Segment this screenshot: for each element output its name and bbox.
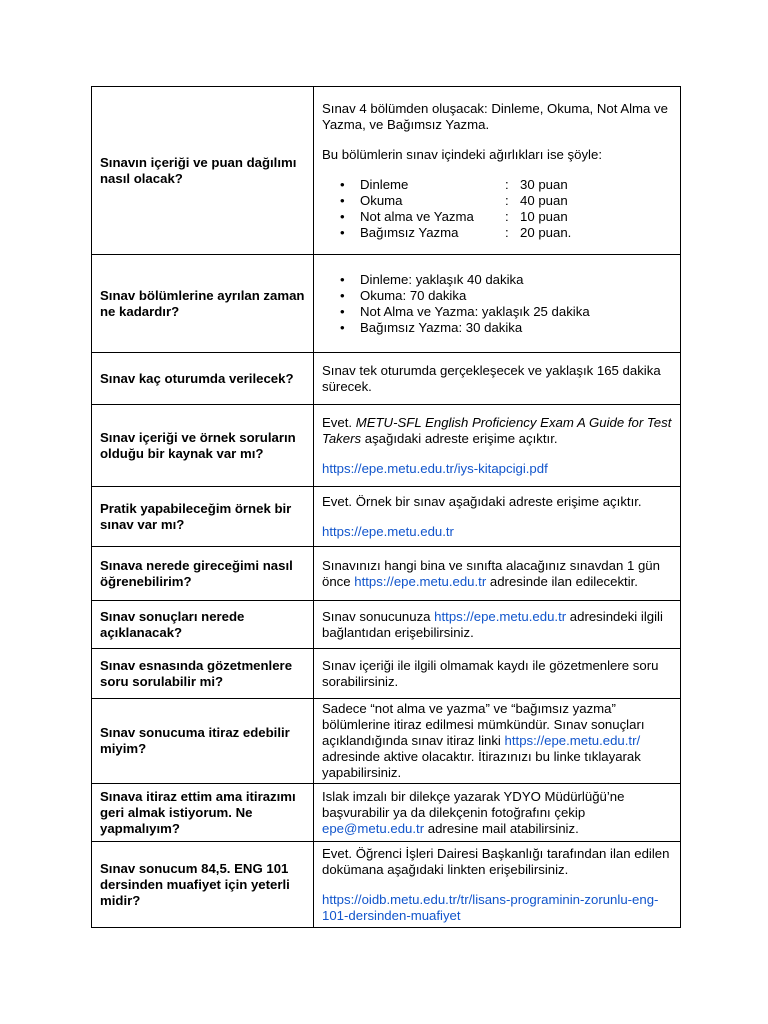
question-cell: Sınav kaç oturumda verilecek? [92, 353, 314, 405]
appeal-link[interactable]: https://epe.metu.edu.tr/ [504, 733, 641, 748]
answer-cell: Sınav tek oturumda gerçekleşecek ve yaklaşık 165 dakika sürecek. [314, 353, 681, 405]
list-item: • Okuma : 40 puan [322, 193, 672, 209]
answer-cell [314, 842, 681, 928]
table-row [92, 87, 681, 255]
table-row [92, 405, 681, 487]
list-item: • Bağımsız Yazma: 30 dakika [322, 320, 672, 336]
list-item: • Dinleme : 30 puan [322, 177, 672, 193]
answer-cell [314, 87, 681, 255]
table-row [92, 255, 681, 353]
answer-text: Evet. Örnek bir sınav aşağıdaki adreste erişime açıktır. [322, 493, 642, 509]
question-cell: Sınav sonuçları nerede açıklanacak? [92, 601, 314, 649]
question-cell: Sınav bölümlerine ayrılan zaman ne kadardır? [92, 255, 314, 353]
answer-text: Bu bölümlerin sınav içindeki ağırlıkları ise şöyle: [322, 146, 602, 162]
question-cell: Sınav esnasında gözetmenlere soru sorulabilir mi? [92, 649, 314, 699]
question-cell: Pratik yapabileceğim örnek bir sınav var mı? [92, 487, 314, 547]
exemption-link[interactable]: https://oidb.metu.edu.tr/tr/lisans-programinin-zorunlu-eng- 101-dersinden-muafiyet [322, 891, 659, 923]
list-item: • Dinleme: yaklaşık 40 dakika [322, 272, 672, 288]
answer-cell: Islak imzalı bir dilekçe yazarak YDYO Müdürlüğü’ne başvurabilir ya da dilekçenin fotoğrafını çekip epe@metu.edu.tr adresine mail atabilirsiniz. [314, 784, 681, 842]
answer-cell: Sadece “not alma ve yazma” ve “bağımsız yazma” bölümlerine itiraz edilmesi mümkündür. Sınav sonuçları açıklandığında sınav itiraz linki https://epe.metu.edu.tr/ adresinde aktive olacaktır. İtirazınızı bu linke tıklayarak yapabilirsiniz. [314, 699, 681, 784]
email-link[interactable]: epe@metu.edu.tr [322, 820, 425, 836]
guide-title: METU-SFL English Proficiency Exam A Guide for Test Takers [322, 414, 672, 446]
table-row [92, 353, 681, 405]
question-cell: Sınav içeriği ve örnek soruların olduğu bir kaynak var mı? [92, 405, 314, 487]
table-row [92, 699, 681, 784]
answer-cell [314, 255, 681, 353]
list-item: • Not Alma ve Yazma: yaklaşık 25 dakika [322, 304, 672, 320]
answer-cell: Sınav içeriği ile ilgili olmamak kaydı ile gözetmenlere soru sorabilirsiniz. [314, 649, 681, 699]
answer-text: Evet. METU-SFL English Proficiency Exam A Guide for Test Takers aşağıdaki adreste erişime açıktır. [322, 414, 672, 446]
question-cell: Sınava nerede gireceğimi nasıl öğrenebilirim? [92, 547, 314, 601]
list-item: • Not alma ve Yazma : 10 puan [322, 209, 672, 225]
answer-text: Evet. Öğrenci İşleri Dairesi Başkanlığı tarafından ilan edilen dokümana aşağıdaki linkten erişebilirsiniz. [322, 845, 670, 877]
question-cell: Sınav sonucum 84,5. ENG 101 dersinden muafiyet için yeterli midir? [92, 842, 314, 928]
answer-cell [314, 487, 681, 547]
duration-list [322, 272, 672, 336]
table-row [92, 487, 681, 547]
exam-location-link[interactable]: https://epe.metu.edu.tr [354, 573, 487, 589]
guide-link[interactable]: https://epe.metu.edu.tr/iys-kitapcigi.pdf [322, 460, 548, 476]
answer-cell: Sınavınızı hangi bina ve sınıfta alacağınız sınavdan 1 gün önce https://epe.metu.edu.tr adresinde ilan edilecektir. [314, 547, 681, 601]
answer-cell [314, 405, 681, 487]
question-cell: Sınavın içeriği ve puan dağılımı nasıl olacak? [92, 87, 314, 255]
table-row [92, 784, 681, 842]
table-row [92, 547, 681, 601]
list-item: • Bağımsız Yazma : 20 puan. [322, 225, 672, 241]
table-row [92, 842, 681, 928]
list-item: • Okuma: 70 dakika [322, 288, 672, 304]
sample-exam-link[interactable]: https://epe.metu.edu.tr [322, 523, 454, 539]
table-row [92, 601, 681, 649]
question-cell: Sınav sonucuma itiraz edebilir miyim? [92, 699, 314, 784]
answer-cell: Sınav sonucunuza https://epe.metu.edu.tr adresindeki ilgili bağlantıdan erişebilirsiniz. [314, 601, 681, 649]
weights-list [322, 177, 672, 241]
answer-text: Sınav 4 bölümden oluşacak: Dinleme, Okuma, Not Alma ve Yazma, ve Bağımsız Yazma. [322, 100, 668, 132]
faq-table [91, 86, 681, 928]
results-link[interactable]: https://epe.metu.edu.tr [434, 608, 567, 624]
question-cell: Sınava itiraz ettim ama itirazımı geri almak istiyorum. Ne yapmalıyım? [92, 784, 314, 842]
table-row [92, 649, 681, 699]
